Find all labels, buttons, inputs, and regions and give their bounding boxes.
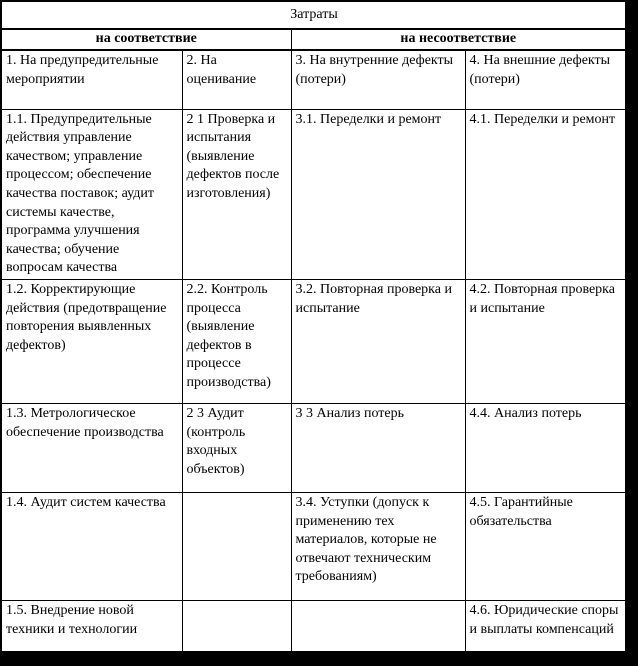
group-header-nonconformity: на несоответствие	[291, 29, 626, 50]
table-cell: 3. На внутренние дефекты (потери)	[291, 50, 465, 109]
table-cell: 2.2. Контроль процесса (выявление дефектов в процессе производства)	[182, 279, 291, 403]
table-cell: 4. На внешние дефекты (потери)	[465, 50, 626, 109]
group-header-row	[1, 29, 626, 50]
table-cell: 3.4. Уступки (допуск к применению тех материалов, которые не отвечают техническим требованиям)	[291, 492, 465, 600]
table-cell: 2. На оценивание	[182, 50, 291, 109]
table-cell: 4.2. Повторная проверка и испытание	[465, 279, 626, 403]
table-cell: 3.1. Переделки и ремонт	[291, 109, 465, 279]
table-title: Затраты	[1, 1, 626, 29]
table-title-row	[1, 1, 626, 29]
table-row	[1, 50, 626, 109]
group-header-conformity: на соответствие	[1, 29, 291, 50]
table-row	[1, 109, 626, 279]
table-cell: 4.5. Гарантийные обязательства	[465, 492, 626, 600]
table-cell: 2 1 Проверка и испытания (выявление дефектов после изготовления)	[182, 109, 291, 279]
table-cell: 1.1. Предупредительные действия управление качеством; управление процессом; обеспечение качества поставок; аудит системы качестве, программа улучшения качества; обучение вопросам качества	[1, 109, 182, 279]
table-cell: 1.4. Аудит систем качества	[1, 492, 182, 600]
table-cell: 4.1. Переделки и ремонт	[465, 109, 626, 279]
table-cell: 3 3 Анализ потерь	[291, 403, 465, 492]
table-row	[1, 403, 626, 492]
table-cell: 2 3 Аудит (контроль входных объектов)	[182, 403, 291, 492]
table-cell: 1.5. Внедрение новой техники и технологии	[1, 600, 182, 652]
table-row	[1, 279, 626, 403]
table-cell: 1. На предупредительные мероприятии	[1, 50, 182, 109]
table-cell: 1.3. Метрологическое обеспечение производства	[1, 403, 182, 492]
table-row	[1, 492, 626, 600]
table-cell: 4.4. Анализ потерь	[465, 403, 626, 492]
table-cell	[182, 492, 291, 600]
table-cell	[291, 600, 465, 652]
table-row	[1, 600, 626, 652]
table-cell: 3.2. Повторная проверка и испытание	[291, 279, 465, 403]
table-cell: 4.6. Юридические споры и выплаты компенсаций	[465, 600, 626, 652]
table-cell: 1.2. Корректирующие действия (предотвращение повторения выявленных дефектов)	[1, 279, 182, 403]
table-cell	[182, 600, 291, 652]
